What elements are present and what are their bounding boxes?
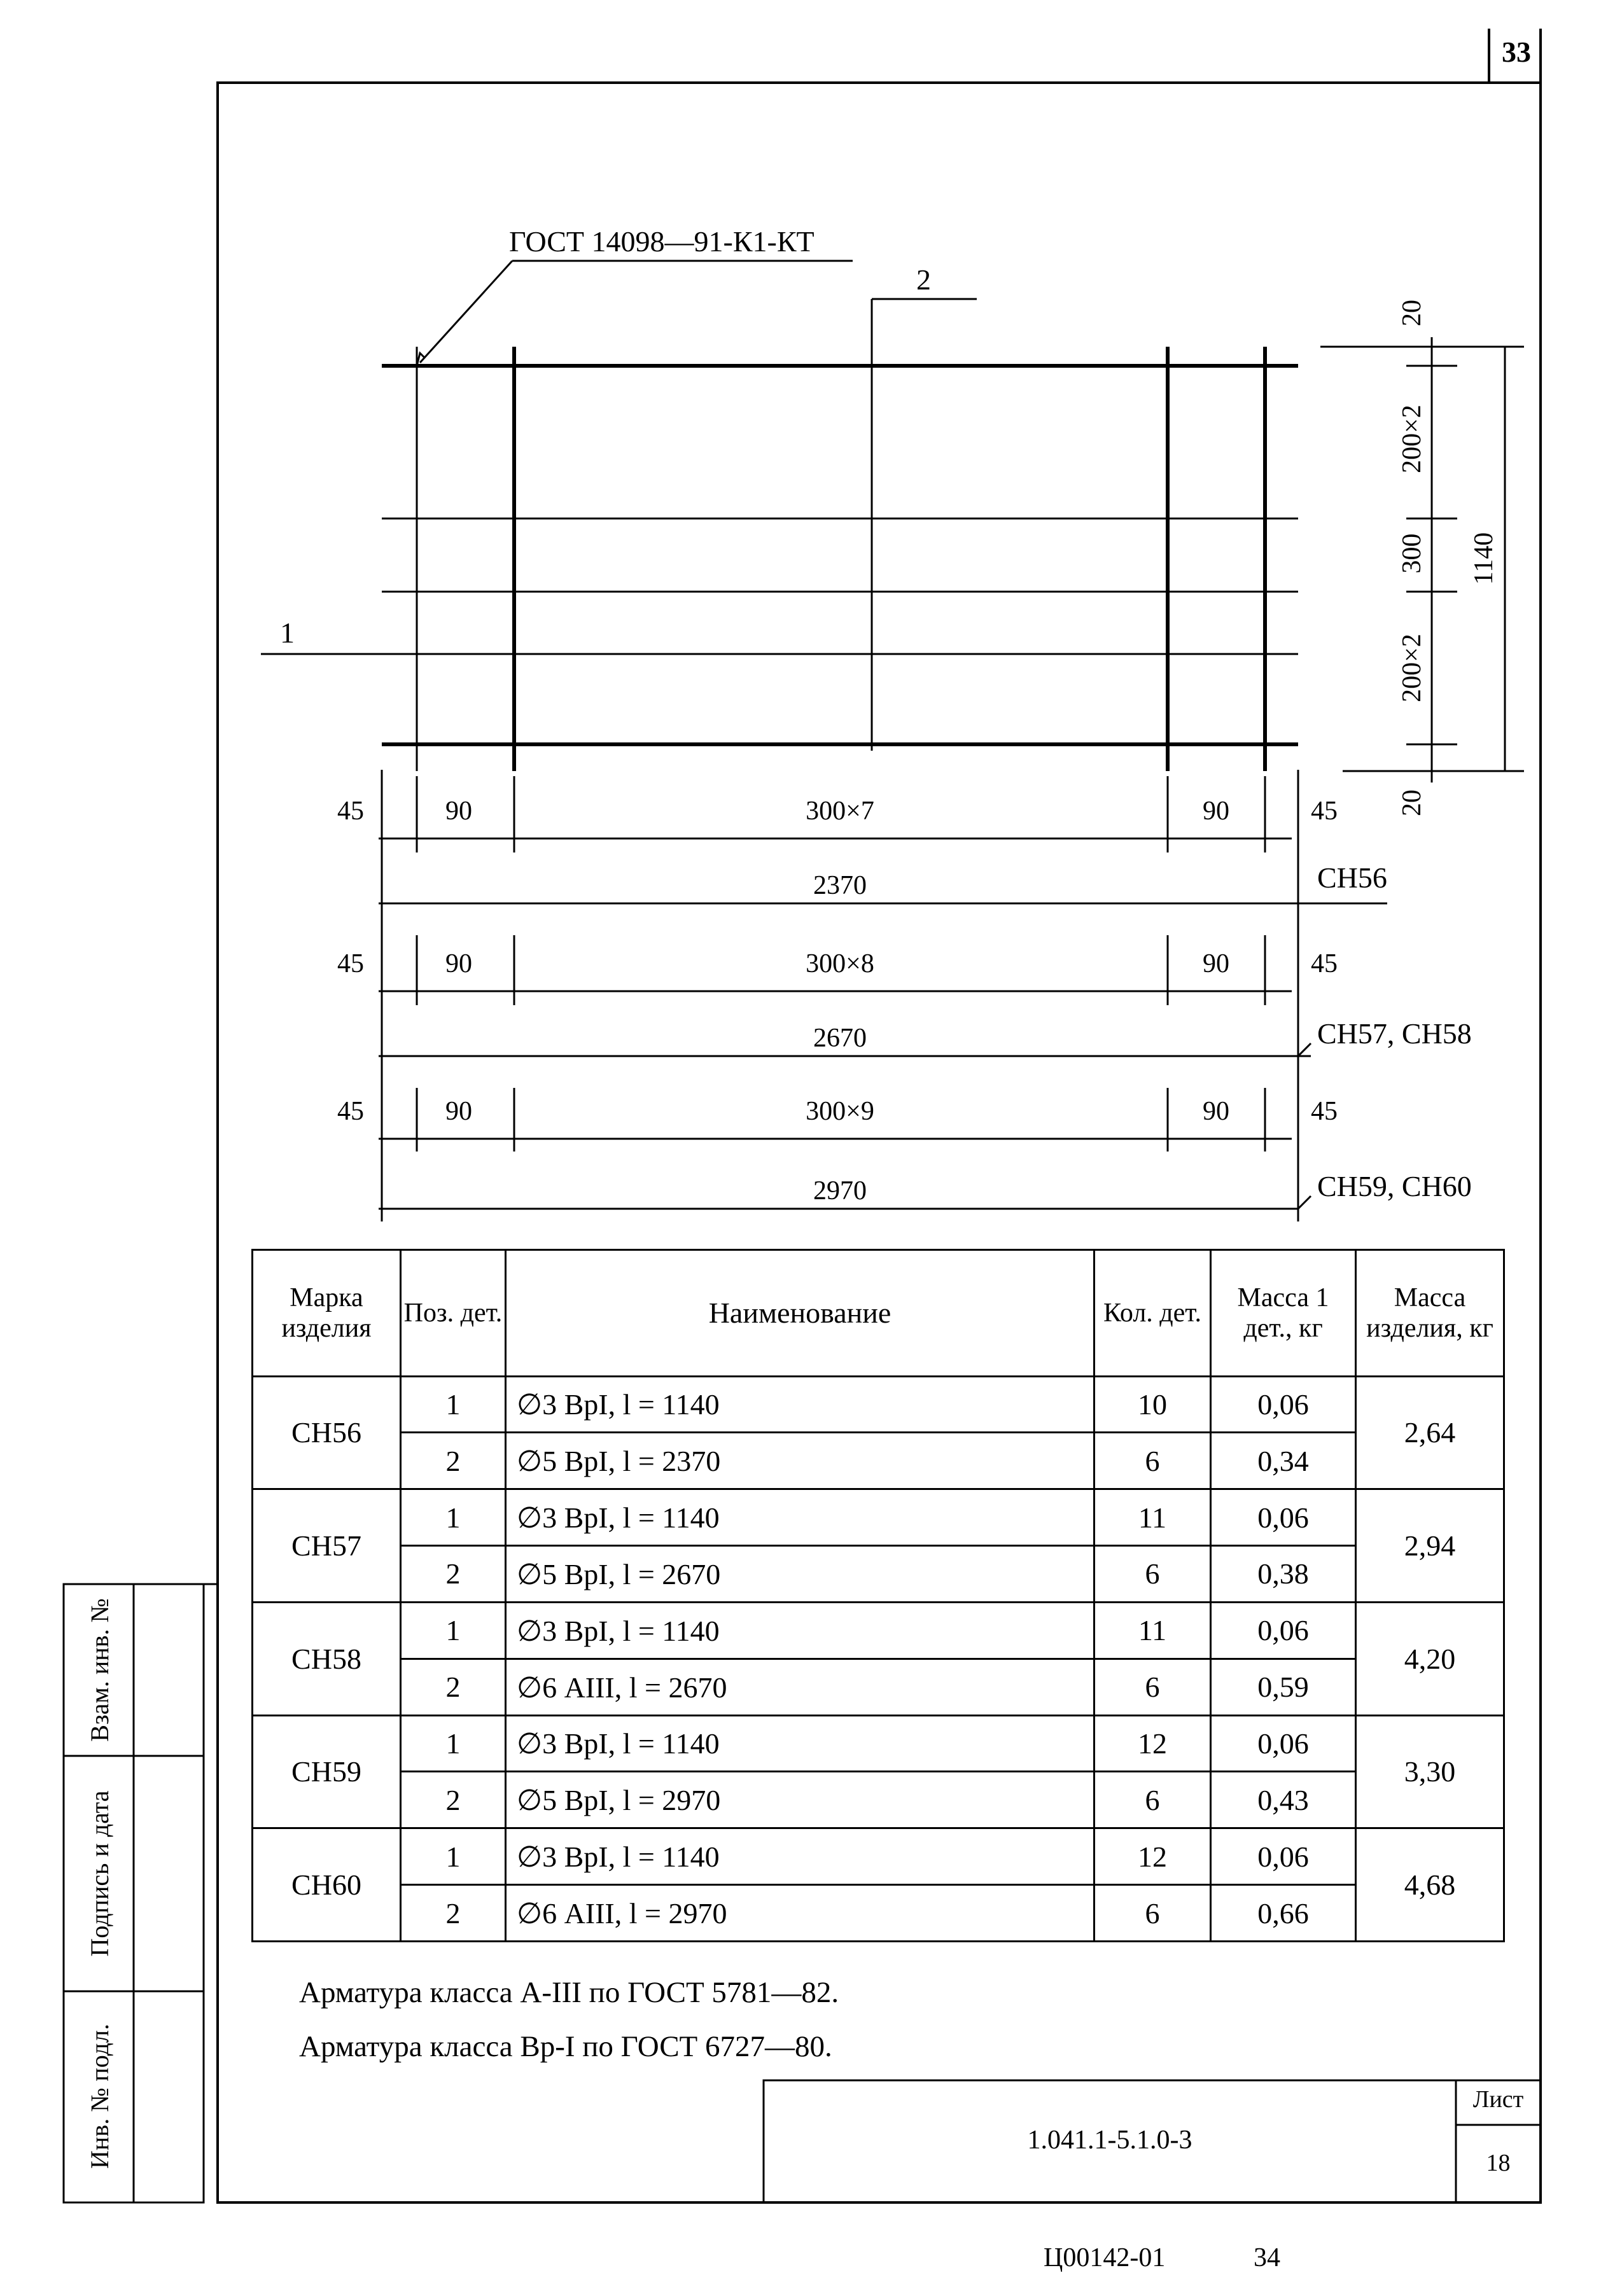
header-name: Наименование xyxy=(506,1250,1094,1377)
pos-1-label: 1 xyxy=(280,616,295,649)
chain3-middle: 300×9 xyxy=(806,1097,874,1126)
top-sheet-number: 33 xyxy=(1502,36,1531,68)
table-row xyxy=(253,1433,1504,1489)
cell-qty: 10 xyxy=(1094,1376,1211,1433)
chain2-right-end: 45 xyxy=(1311,949,1338,978)
cell-pos: 2 xyxy=(401,1885,506,1942)
dim-chain-1 xyxy=(379,838,1387,903)
page-number: 34 xyxy=(1254,2243,1280,2272)
cell-mark: СН60 xyxy=(253,1828,401,1942)
cell-pos: 1 xyxy=(401,1489,506,1546)
cell-pos: 2 xyxy=(401,1433,506,1489)
cell-pos: 1 xyxy=(401,1828,506,1885)
chain3-marks: СН59, СН60 xyxy=(1317,1170,1472,1202)
header-mass-item: Масса изделия, кг xyxy=(1356,1250,1504,1377)
cell-mass-item: 2,64 xyxy=(1356,1376,1504,1489)
chain3-total: 2970 xyxy=(813,1176,867,1206)
chain1-right-end: 45 xyxy=(1311,797,1338,826)
cell-mass: 0,06 xyxy=(1211,1376,1356,1433)
cell-qty: 11 xyxy=(1094,1489,1211,1546)
note-vr1: Арматура класса Вр-I по ГОСТ 6727—80. xyxy=(299,2030,832,2063)
cell-pos: 1 xyxy=(401,1602,506,1659)
cell-qty: 6 xyxy=(1094,1659,1211,1715)
cell-mass: 0,34 xyxy=(1211,1433,1356,1489)
cell-name: ∅5 ВрI, l = 2970 xyxy=(506,1772,1094,1828)
sheet-number: 18 xyxy=(1486,2150,1511,2176)
cell-mass-item: 4,68 xyxy=(1356,1828,1504,1942)
chain3-right-gap: 90 xyxy=(1203,1097,1229,1126)
cell-mark: СН56 xyxy=(253,1376,401,1489)
cell-name: ∅3 ВрI, l = 1140 xyxy=(506,1489,1094,1546)
chain1-left-gap: 90 xyxy=(445,797,472,826)
table-row xyxy=(253,1772,1504,1828)
stamp-replace-inv: Взам. инв. № xyxy=(85,1598,114,1742)
cell-qty: 12 xyxy=(1094,1715,1211,1772)
cell-qty: 6 xyxy=(1094,1546,1211,1603)
table-row xyxy=(253,1659,1504,1715)
specification-table xyxy=(251,1249,1505,1942)
cell-mass: 0,06 xyxy=(1211,1828,1356,1885)
chain1-total: 2370 xyxy=(813,871,867,900)
dim-lower-span: 200×2 xyxy=(1397,634,1427,702)
chain3-right-end: 45 xyxy=(1311,1097,1338,1126)
cell-mass-item: 3,30 xyxy=(1356,1715,1504,1828)
table-row xyxy=(253,1546,1504,1603)
cell-pos: 2 xyxy=(401,1659,506,1715)
table-header-row xyxy=(253,1250,1504,1377)
cell-name: ∅6 АIII, l = 2670 xyxy=(506,1659,1094,1715)
pos-2-label: 2 xyxy=(916,263,931,296)
cell-name: ∅3 ВрI, l = 1140 xyxy=(506,1715,1094,1772)
cell-mass: 0,59 xyxy=(1211,1659,1356,1715)
chain2-marks: СН57, СН58 xyxy=(1317,1017,1472,1050)
cell-mark: СН58 xyxy=(253,1602,401,1715)
cell-name: ∅3 ВрI, l = 1140 xyxy=(506,1828,1094,1885)
note-a3: Арматура класса А-III по ГОСТ 5781—82. xyxy=(299,1976,839,2009)
cell-mass-item: 2,94 xyxy=(1356,1489,1504,1603)
cell-name: ∅5 ВрI, l = 2670 xyxy=(506,1546,1094,1603)
cell-name: ∅3 ВрI, l = 1140 xyxy=(506,1602,1094,1659)
cell-qty: 12 xyxy=(1094,1828,1211,1885)
cell-pos: 2 xyxy=(401,1546,506,1603)
header-qty: Кол. дет. xyxy=(1094,1250,1211,1377)
stamp-sign-date: Подпись и дата xyxy=(85,1790,114,1957)
dim-bottom-offset: 20 xyxy=(1397,790,1427,816)
cell-mass: 0,38 xyxy=(1211,1546,1356,1603)
archive-code: Ц00142-01 xyxy=(1044,2243,1166,2272)
stamp-inv-orig: Инв. № подл. xyxy=(85,2024,114,2169)
chain2-right-gap: 90 xyxy=(1203,949,1229,978)
sheet-label: Лист xyxy=(1472,2086,1524,2113)
chain1-marks: СН56 xyxy=(1317,861,1387,894)
chain2-middle: 300×8 xyxy=(806,949,874,978)
cell-name: ∅3 ВрI, l = 1140 xyxy=(506,1376,1094,1433)
table-row xyxy=(253,1489,1504,1546)
table-row xyxy=(253,1376,1504,1433)
cell-pos: 2 xyxy=(401,1772,506,1828)
cell-mass: 0,06 xyxy=(1211,1715,1356,1772)
cell-qty: 6 xyxy=(1094,1433,1211,1489)
chain1-middle: 300×7 xyxy=(806,797,874,826)
cell-mass: 0,66 xyxy=(1211,1885,1356,1942)
cell-mass: 0,06 xyxy=(1211,1602,1356,1659)
table-row xyxy=(253,1828,1504,1885)
chain2-left-end: 45 xyxy=(337,949,364,978)
table-row xyxy=(253,1715,1504,1772)
weld-callout: ГОСТ 14098—91-К1-КТ xyxy=(509,225,814,258)
cell-name: ∅5 ВрI, l = 2370 xyxy=(506,1433,1094,1489)
cell-mass: 0,06 xyxy=(1211,1489,1356,1546)
cell-mass: 0,43 xyxy=(1211,1772,1356,1828)
doc-code: 1.041.1-5.1.0-3 xyxy=(1027,2126,1192,2155)
chain1-right-gap: 90 xyxy=(1203,797,1229,826)
cell-pos: 1 xyxy=(401,1376,506,1433)
dim-top-offset: 20 xyxy=(1397,300,1427,326)
header-pos: Поз. дет. xyxy=(401,1250,506,1377)
table-row xyxy=(253,1885,1504,1942)
cell-name: ∅6 АIII, l = 2970 xyxy=(506,1885,1094,1942)
chain1-left-end: 45 xyxy=(337,797,364,826)
table-row xyxy=(253,1602,1504,1659)
cell-qty: 6 xyxy=(1094,1772,1211,1828)
cell-qty: 6 xyxy=(1094,1885,1211,1942)
dim-upper-span: 200×2 xyxy=(1397,405,1427,473)
chain3-left-gap: 90 xyxy=(445,1097,472,1126)
dim-middle-span: 300 xyxy=(1397,533,1427,574)
cell-mass-item: 4,20 xyxy=(1356,1602,1504,1715)
chain2-total: 2670 xyxy=(813,1024,867,1053)
chain3-left-end: 45 xyxy=(337,1097,364,1126)
cell-qty: 11 xyxy=(1094,1602,1211,1659)
dim-overall: 1140 xyxy=(1469,532,1499,585)
header-mass-one: Масса 1 дет., кг xyxy=(1211,1250,1356,1377)
cell-mark: СН59 xyxy=(253,1715,401,1828)
cell-mark: СН57 xyxy=(253,1489,401,1603)
chain2-left-gap: 90 xyxy=(445,949,472,978)
header-mark: Марка изделия xyxy=(253,1250,401,1377)
cell-pos: 1 xyxy=(401,1715,506,1772)
